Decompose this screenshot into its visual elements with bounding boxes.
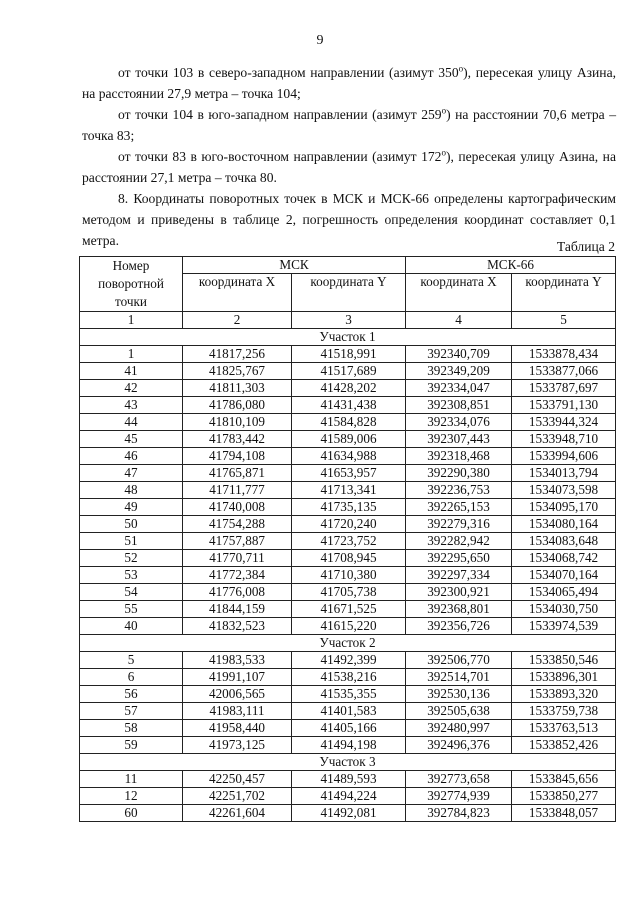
table-row [80,618,616,635]
table-row [80,550,616,567]
table-cell: 392295,650 [406,550,512,567]
table-row [80,686,616,703]
section-row [80,754,616,771]
table-cell: 392349,209 [406,363,512,380]
table-cell: 41589,006 [292,431,406,448]
table-cell: 41811,303 [183,380,292,397]
table-cell: 1533791,130 [512,397,616,414]
table-cell: 41958,440 [183,720,292,737]
column-number: 5 [512,312,616,329]
table-cell: 12 [80,788,183,805]
table-cell: 41401,583 [292,703,406,720]
table-cell: 392297,334 [406,567,512,584]
table-cell: 1534095,170 [512,499,616,516]
paragraph: от точки 104 в юго-западном направлении (азимут $259^о$) на расстоянии 70,6 метра – точка 83; [82,105,616,143]
table-cell: 41983,533 [183,652,292,669]
table-cell: 1534065,494 [512,584,616,601]
table-cell: 392290,380 [406,465,512,482]
table-row [80,533,616,550]
column-number: 2 [183,312,292,329]
table-cell: 1533850,277 [512,788,616,805]
table-cell: 41705,738 [292,584,406,601]
table-cell: 41794,108 [183,448,292,465]
table-cell: 41832,523 [183,618,292,635]
page-number: 9 [316,33,324,48]
table-cell: 392265,153 [406,499,512,516]
table-cell: 59 [80,737,183,754]
table-row [80,703,616,720]
table-cell: 11 [80,771,183,788]
table-cell: 392530,136 [406,686,512,703]
table-cell: 1533896,301 [512,669,616,686]
table-cell: 42006,565 [183,686,292,703]
table-cell: 392308,851 [406,397,512,414]
table-cell: 41817,256 [183,346,292,363]
table-cell: 41765,871 [183,465,292,482]
table-cell: 6 [80,669,183,686]
table-cell: 41431,438 [292,397,406,414]
table-row [80,720,616,737]
table-cell: 392279,316 [406,516,512,533]
table-cell: 1533787,697 [512,380,616,397]
table-cell: 41615,220 [292,618,406,635]
table-row [80,363,616,380]
table-cell: 1533944,324 [512,414,616,431]
table-cell: 1 [80,346,183,363]
table-cell: 392514,701 [406,669,512,686]
table-cell: 41740,008 [183,499,292,516]
table-cell: 1534013,794 [512,465,616,482]
table-cell: 58 [80,720,183,737]
table-cell: 41973,125 [183,737,292,754]
table-cell: 51 [80,533,183,550]
table-row [80,516,616,533]
table-cell: 392282,942 [406,533,512,550]
table-row [80,482,616,499]
table-cell: 1533994,606 [512,448,616,465]
table-cell: 41783,442 [183,431,292,448]
table-cell: 41735,135 [292,499,406,516]
table-cell: 41494,198 [292,737,406,754]
table-cell: 1534080,164 [512,516,616,533]
table-cell: 392784,823 [406,805,512,822]
table-cell: 41518,991 [292,346,406,363]
table-cell: 49 [80,499,183,516]
table-caption: Таблица 2 [556,239,615,254]
table-cell: 52 [80,550,183,567]
table-cell: 392334,047 [406,380,512,397]
table-row [80,380,616,397]
table-cell: 1533974,539 [512,618,616,635]
table-cell: 46 [80,448,183,465]
coordinates-table [79,256,616,822]
table-cell: 41492,399 [292,652,406,669]
table-cell: 41772,384 [183,567,292,584]
column-number: 1 [80,312,183,329]
table-cell: 53 [80,567,183,584]
table-cell: 41 [80,363,183,380]
table-cell: 55 [80,601,183,618]
table-cell: 41535,355 [292,686,406,703]
column-number: 3 [292,312,406,329]
table-cell: 40 [80,618,183,635]
table-cell: 1534073,598 [512,482,616,499]
table-cell: 41770,711 [183,550,292,567]
table-row [80,499,616,516]
table-header-row [80,257,616,274]
table-cell: 392334,076 [406,414,512,431]
table-cell: 41517,689 [292,363,406,380]
table-cell: 392356,726 [406,618,512,635]
column-number: 4 [406,312,512,329]
table-cell: 392368,801 [406,601,512,618]
column-number-row [80,312,616,329]
table-cell: 392506,770 [406,652,512,669]
table-cell: 48 [80,482,183,499]
table-row [80,584,616,601]
table-row [80,737,616,754]
paragraph: от точки 83 в юго-восточном направлении (азимут $172^о$), пересекая улицу Азина, на расстоянии 27,1 метра – точка 80. [82,147,616,185]
table-cell: 1533850,546 [512,652,616,669]
table-cell: 1534083,648 [512,533,616,550]
table-cell: 41776,008 [183,584,292,601]
table-cell: 41723,752 [292,533,406,550]
table-cell: 41991,107 [183,669,292,686]
table-cell: 45 [80,431,183,448]
table-cell: 42261,604 [183,805,292,822]
table-cell: 44 [80,414,183,431]
table-cell: 43 [80,397,183,414]
table-cell: 392505,638 [406,703,512,720]
msk-y-header: координата Y [292,274,406,312]
table-cell: 41810,109 [183,414,292,431]
msk-header: МСК [183,257,406,274]
table-cell: 42250,457 [183,771,292,788]
section-row [80,635,616,652]
table-cell: 392774,939 [406,788,512,805]
table-cell: 50 [80,516,183,533]
table-row [80,788,616,805]
table-cell: 56 [80,686,183,703]
table-cell: 41711,777 [183,482,292,499]
body-text [82,62,616,251]
table-cell: 1533852,426 [512,737,616,754]
table-cell: 392300,921 [406,584,512,601]
table-row [80,431,616,448]
table-cell: 1533877,066 [512,363,616,380]
table-cell: 41713,341 [292,482,406,499]
table-row [80,448,616,465]
section-row [80,329,616,346]
section-title: Участок 2 [80,635,616,652]
table-cell: 60 [80,805,183,822]
table-cell: 41494,224 [292,788,406,805]
table-cell: 41786,080 [183,397,292,414]
msk66-y-header: координата Y [512,274,616,312]
table-cell: 54 [80,584,183,601]
table-cell: 57 [80,703,183,720]
table-cell: 41405,166 [292,720,406,737]
table-cell: 392340,709 [406,346,512,363]
table-cell: 1534068,742 [512,550,616,567]
table-row [80,567,616,584]
table-cell: 5 [80,652,183,669]
table-cell: 392307,443 [406,431,512,448]
table-cell: 392496,376 [406,737,512,754]
table-cell: 1533763,513 [512,720,616,737]
table-cell: 42 [80,380,183,397]
table-cell: 41492,081 [292,805,406,822]
table-row [80,652,616,669]
table-row [80,397,616,414]
table-cell: 1533845,656 [512,771,616,788]
paragraph: 8. Координаты поворотных точек в МСК и МСК-66 определены картографическим методом и приведены в таблице 2, погрешность определения координат составляет 0,1 метра. [82,191,616,248]
table-cell: 392318,468 [406,448,512,465]
section-title: Участок 1 [80,329,616,346]
table-cell: 41538,216 [292,669,406,686]
point-number-header: Номер поворотной точки [80,257,183,312]
table-cell: 41844,159 [183,601,292,618]
table-cell: 41634,988 [292,448,406,465]
section-title: Участок 3 [80,754,616,771]
table-cell: 1533878,434 [512,346,616,363]
table-cell: 41720,240 [292,516,406,533]
table-row [80,601,616,618]
table-row [80,771,616,788]
table-cell: 41710,380 [292,567,406,584]
table-cell: 392236,753 [406,482,512,499]
table-cell: 41584,828 [292,414,406,431]
msk-x-header: координата X [183,274,292,312]
table-cell: 42251,702 [183,788,292,805]
table-cell: 41489,593 [292,771,406,788]
table-cell: 1534070,164 [512,567,616,584]
table-row [80,805,616,822]
table-cell: 47 [80,465,183,482]
table-cell: 392480,997 [406,720,512,737]
msk66-x-header: координата X [406,274,512,312]
table-cell: 41825,767 [183,363,292,380]
table-cell: 41428,202 [292,380,406,397]
table-cell: 392773,658 [406,771,512,788]
table-cell: 1533893,320 [512,686,616,703]
table-cell: 41983,111 [183,703,292,720]
msk66-header: МСК-66 [406,257,616,274]
table-cell: 41671,525 [292,601,406,618]
table-cell: 1533848,057 [512,805,616,822]
table-cell: 41708,945 [292,550,406,567]
paragraph: от точки 103 в северо-западном направлении (азимут $350^о$), пересекая улицу Азина, на расстоянии 27,9 метра – точка 104; [82,63,616,101]
table-row [80,414,616,431]
table-cell: 41653,957 [292,465,406,482]
table-row [80,465,616,482]
table-cell: 41754,288 [183,516,292,533]
table-row [80,346,616,363]
table-cell: 1534030,750 [512,601,616,618]
table-cell: 1533948,710 [512,431,616,448]
table-row [80,669,616,686]
table-cell: 41757,887 [183,533,292,550]
table-cell: 1533759,738 [512,703,616,720]
